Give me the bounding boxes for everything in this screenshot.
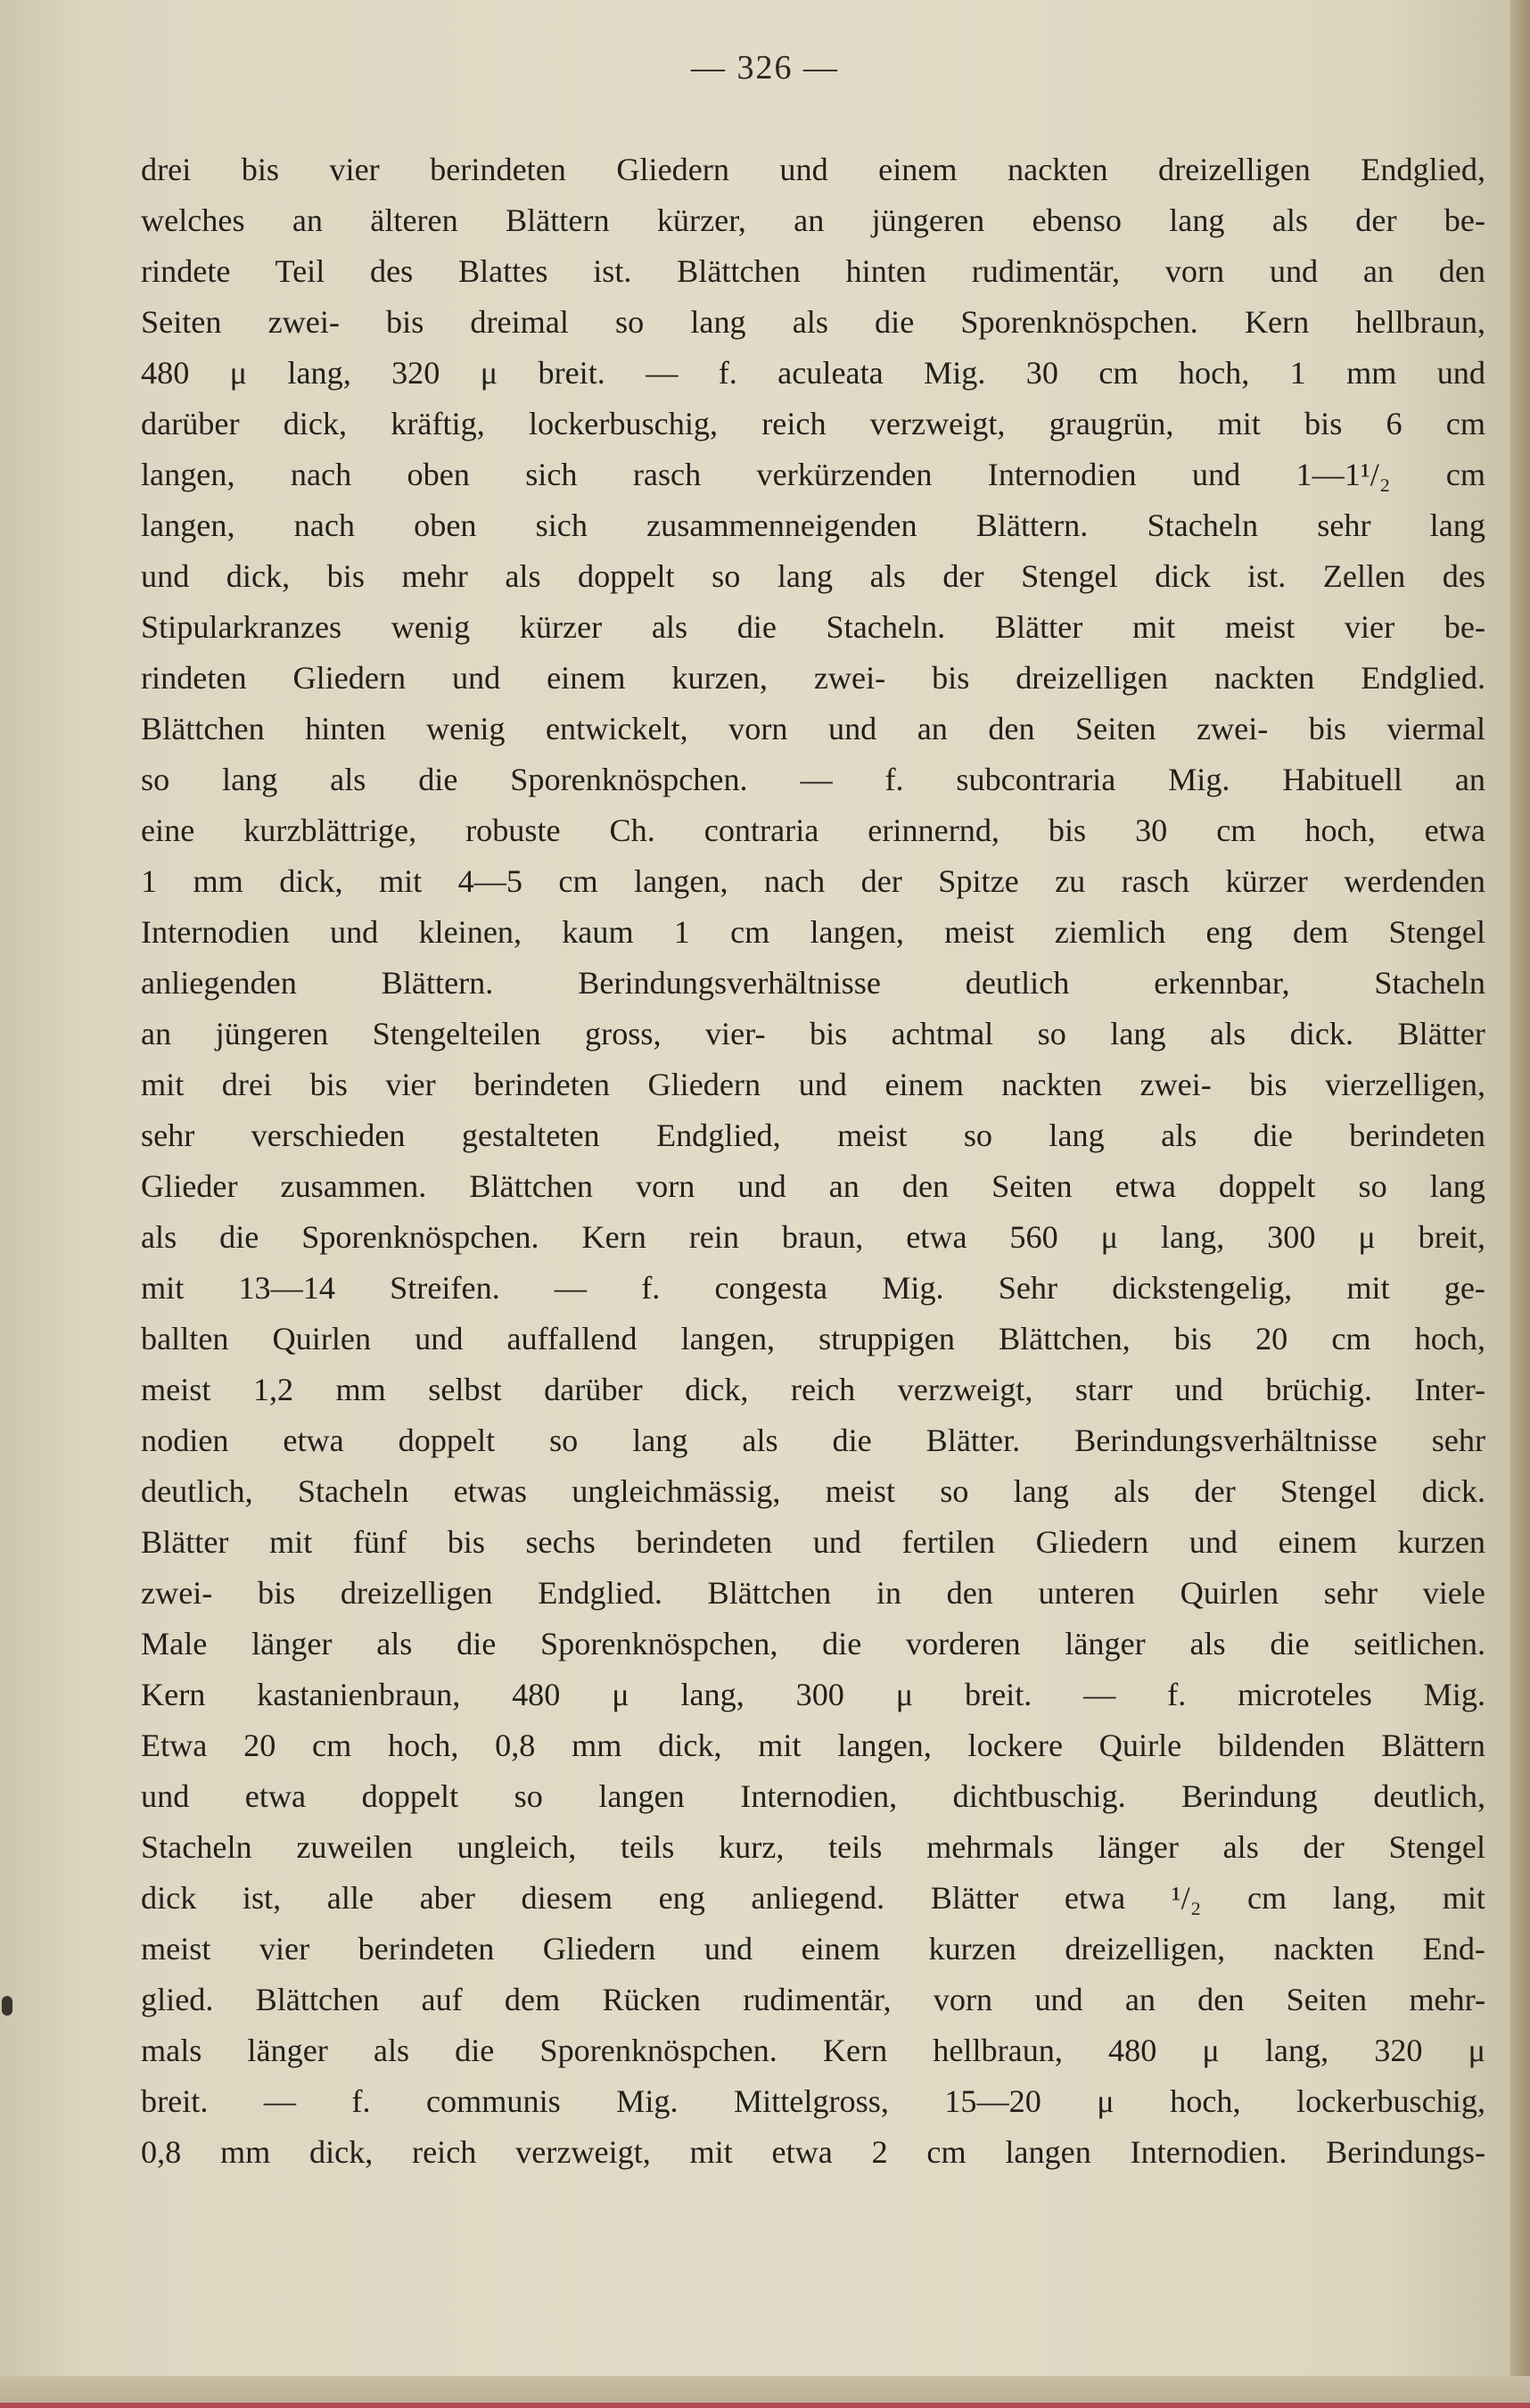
body-text (141, 144, 1485, 2178)
text-line: und dick, bis mehr als doppelt so lang als der Stengel dick ist. Zellen des (141, 558, 1485, 594)
text-line: Stacheln zuweilen ungleich, teils kurz, teils mehrmals länger als der Stengel (141, 1829, 1485, 1865)
text-line: mals länger als die Sporenknöspchen. Kern hellbraun, 480 μ lang, 320 μ (141, 2033, 1485, 2068)
text-line: Glieder zusammen. Blättchen vorn und an den Seiten etwa doppelt so lang (141, 1168, 1485, 1204)
text-line: breit. — f. communis Mig. Mittelgross, 15—20 μ hoch, lockerbuschig, (141, 2083, 1485, 2119)
text-line: drei bis vier berindeten Gliedern und einem nackten dreizelligen Endglied, (141, 152, 1485, 187)
text-line: mit drei bis vier berindeten Gliedern und einem nackten zwei- bis vierzelligen, (141, 1067, 1485, 1102)
binding-mark (2, 1996, 12, 2016)
text-line: Seiten zwei- bis dreimal so lang als die Sporenknöspchen. Kern hellbraun, (141, 304, 1485, 340)
text-line: Etwa 20 cm hoch, 0,8 mm dick, mit langen, lockere Quirle bildenden Blättern (141, 1728, 1485, 1763)
text-line: zwei- bis dreizelligen Endglied. Blättchen in den unteren Quirlen sehr viele (141, 1575, 1485, 1611)
text-line: als die Sporenknöspchen. Kern rein braun, etwa 560 μ lang, 300 μ breit, (141, 1219, 1485, 1255)
text-line: Blätter mit fünf bis sechs berindeten und fertilen Gliedern und einem kurzen (141, 1524, 1485, 1560)
text-line: nodien etwa doppelt so lang als die Blätter. Berindungsverhältnisse sehr (141, 1423, 1485, 1458)
text-line: so lang als die Sporenknöspchen. — f. subcontraria Mig. Habituell an (141, 762, 1485, 797)
page-edge-shadow (1510, 0, 1530, 2408)
text-line: langen, nach oben sich rasch verkürzenden Internodien und 1—1¹/₂ cm (141, 457, 1485, 492)
text-line: mit 13—14 Streifen. — f. congesta Mig. Sehr dickstengelig, mit ge- (141, 1270, 1485, 1306)
text-line: und etwa doppelt so langen Internodien, dichtbuschig. Berindung deutlich, (141, 1778, 1485, 1814)
text-line: sehr verschieden gestalteten Endglied, meist so lang als die berindeten (141, 1117, 1485, 1153)
text-line: an jüngeren Stengelteilen gross, vier- bis achtmal so lang als dick. Blätter (141, 1016, 1485, 1051)
cover-edge-strip (0, 2403, 1530, 2408)
text-line: dick ist, alle aber diesem eng anliegend. Blätter etwa ¹/₂ cm lang, mit (141, 1880, 1485, 1916)
text-line: Stipularkranzes wenig kürzer als die Stacheln. Blätter mit meist vier be- (141, 609, 1485, 645)
text-line: welches an älteren Blättern kürzer, an jüngeren ebenso lang als der be- (141, 202, 1485, 238)
text-line: Internodien und kleinen, kaum 1 cm langen, meist ziemlich eng dem Stengel (141, 914, 1485, 950)
page-number: — 326 — (691, 49, 839, 87)
text-line: anliegenden Blättern. Berindungsverhältnisse deutlich erkennbar, Stacheln (141, 965, 1485, 1001)
text-line: rindete Teil des Blattes ist. Blättchen hinten rudimentär, vorn und an den (141, 253, 1485, 289)
text-line: Male länger als die Sporenknöspchen, die vorderen länger als die seitlichen. (141, 1626, 1485, 1662)
text-line: langen, nach oben sich zusammenneigenden Blättern. Stacheln sehr lang (141, 507, 1485, 543)
text-line: eine kurzblättrige, robuste Ch. contraria erinnernd, bis 30 cm hoch, etwa (141, 812, 1485, 848)
text-line: 1 mm dick, mit 4—5 cm langen, nach der Spitze zu rasch kürzer werdenden (141, 863, 1485, 899)
text-line: Blättchen hinten wenig entwickelt, vorn und an den Seiten zwei- bis viermal (141, 711, 1485, 746)
text-line: ballten Quirlen und auffallend langen, struppigen Blättchen, bis 20 cm hoch, (141, 1321, 1485, 1357)
text-line: meist 1,2 mm selbst darüber dick, reich verzweigt, starr und brüchig. Inter- (141, 1372, 1485, 1407)
text-line: meist vier berindeten Gliedern und einem kurzen dreizelligen, nackten End- (141, 1931, 1485, 1967)
text-line: rindeten Gliedern und einem kurzen, zwei- bis dreizelligen nackten Endglied. (141, 660, 1485, 696)
text-line: 0,8 mm dick, reich verzweigt, mit etwa 2 cm langen Internodien. Berindungs- (141, 2134, 1485, 2170)
text-line: deutlich, Stacheln etwas ungleichmässig, meist so lang als der Stengel dick. (141, 1473, 1485, 1509)
text-line: glied. Blättchen auf dem Rücken rudimentär, vorn und an den Seiten mehr- (141, 1982, 1485, 2017)
text-line: darüber dick, kräftig, lockerbuschig, reich verzweigt, graugrün, mit bis 6 cm (141, 406, 1485, 441)
text-line: 480 μ lang, 320 μ breit. — f. aculeata Mig. 30 cm hoch, 1 mm und (141, 355, 1485, 391)
text-line: Kern kastanienbraun, 480 μ lang, 300 μ breit. — f. microteles Mig. (141, 1677, 1485, 1712)
